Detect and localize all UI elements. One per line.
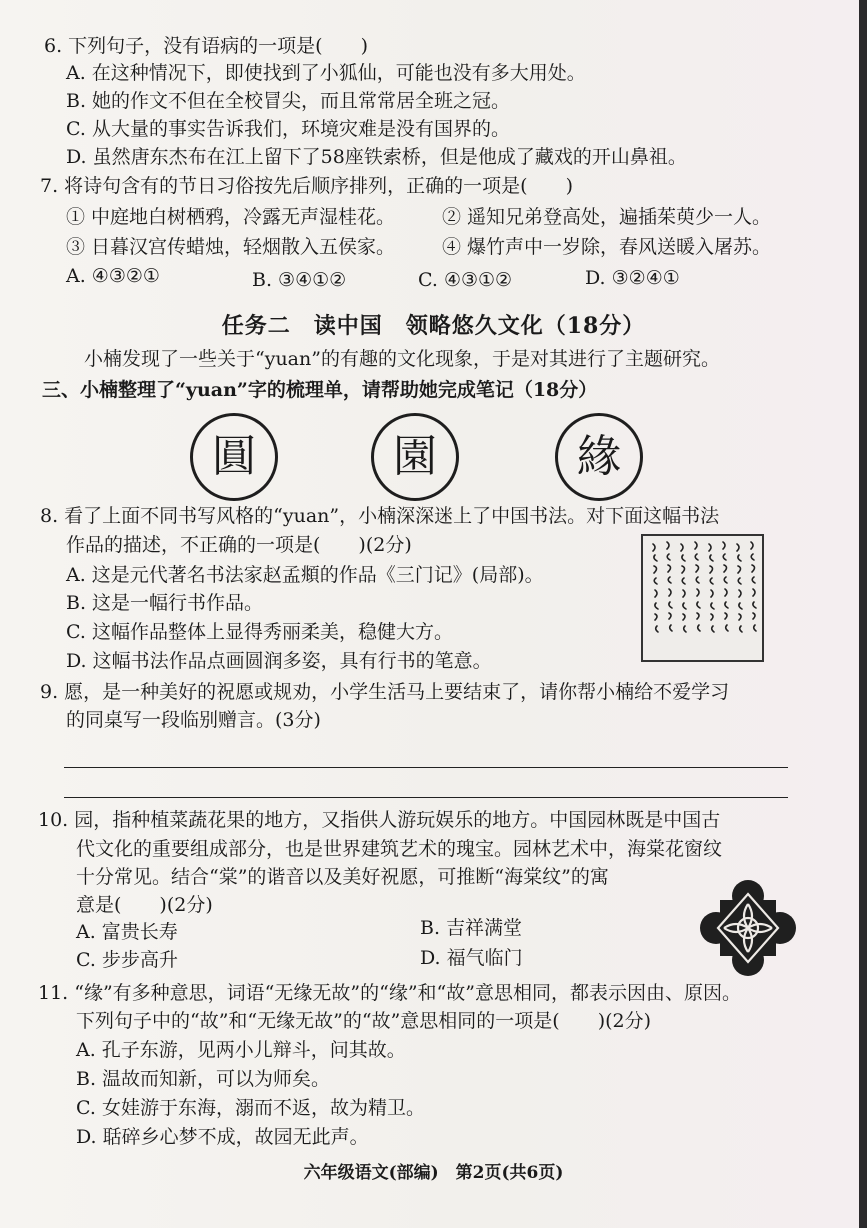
page-footer: 六年级语文(部编) 第2页(共6页) <box>303 1163 564 1183</box>
q8-stem-line-2: 作品的描述，不正确的一项是( )(2分) <box>66 534 412 556</box>
q11-option-a: A. 孔子东游，见两小儿辩斗，问其故。 <box>76 1039 406 1061</box>
q10-stem-line-4: 意是( )(2分) <box>76 894 213 916</box>
q9-stem-line-2: 的同桌写一段临别赠言。(3分) <box>66 709 321 731</box>
q11-option-b: B. 温故而知新，可以为师矣。 <box>76 1068 331 1090</box>
calligraphy-artwork-image <box>641 534 764 662</box>
q6-option-d: D. 虽然唐东杰布在江上留下了58座铁索桥，但是他成了藏戏的开山鼻祖。 <box>66 146 687 168</box>
q7-verse-4: ④ 爆竹声中一岁除，春风送暖入屠苏。 <box>442 236 772 258</box>
task-two-intro: 小楠发现了一些关于“yuan”的有趣的文化现象，于是对其进行了主题研究。 <box>84 348 720 370</box>
q8-option-a: A. 这是元代著名书法家赵孟頫的作品《三门记》(局部)。 <box>66 564 544 586</box>
q10-option-c: C. 步步高升 <box>76 949 178 971</box>
q7-verse-2: ② 遥知兄弟登高处，遍插茱萸少一人。 <box>442 206 772 228</box>
q10-option-a: A. 富贵长寿 <box>76 921 178 943</box>
begonia-window-pattern-icon <box>700 880 796 976</box>
q7-stem: 7. 将诗句含有的节日习俗按先后顺序排列，正确的一项是( ) <box>40 175 573 197</box>
seal-character: 園 <box>393 431 437 482</box>
q10-stem-line-1: 10. 园，指种植菜蔬花果的地方，又指供人游玩娱乐的地方。中国园林既是中国古 <box>38 809 721 831</box>
q8-stem-line-1: 8. 看了上面不同书写风格的“yuan”，小楠深深迷上了中国书法。对下面这幅书法 <box>40 505 720 527</box>
q7-option-c: C. ④③①② <box>418 269 513 291</box>
q7-option-d: D. ③②④① <box>585 267 680 289</box>
q8-option-c: C. 这幅作品整体上显得秀丽柔美，稳健大方。 <box>66 621 453 643</box>
seal-character: 圓 <box>212 431 256 482</box>
q7-option-a: A. ④③②① <box>66 265 160 287</box>
q11-stem-line-2: 下列句子中的“故”和“无缘无故”的“故”意思相同的一项是( )(2分) <box>76 1010 652 1032</box>
q10-stem-line-3: 十分常见。结合“棠”的谐音以及美好祝愿，可推断“海棠纹”的寓 <box>76 866 609 888</box>
q7-verse-1: ① 中庭地白树栖鸦，冷露无声湿桂花。 <box>66 206 396 228</box>
q11-option-c: C. 女娃游于东海，溺而不返，故为精卫。 <box>76 1097 425 1119</box>
q10-option-b: B. 吉祥满堂 <box>420 917 523 939</box>
q6-stem: 6. 下列句子，没有语病的一项是( ) <box>44 35 368 57</box>
calligraphy-strokes <box>643 536 762 660</box>
answer-line-2[interactable] <box>64 797 788 798</box>
q10-stem-line-2: 代文化的重要组成部分，也是世界建筑艺术的瑰宝。园林艺术中，海棠花窗纹 <box>76 838 723 860</box>
seal-yuan-round-icon <box>190 413 278 501</box>
seal-yuan-garden-icon <box>371 413 459 501</box>
q6-option-b: B. 她的作文不但在全校冒尖，而且常常居全班之冠。 <box>66 90 511 112</box>
q6-option-c: C. 从大量的事实告诉我们，环境灾难是没有国界的。 <box>66 118 510 140</box>
task-two-title: 任务二 读中国 领略悠久文化（18分） <box>221 313 646 339</box>
q11-stem-line-1: 11. “缘”有多种意思，词语“无缘无故”的“缘”和“故”意思相同，都表示因由、原因。 <box>38 982 741 1004</box>
seal-character: 緣 <box>577 431 621 482</box>
answer-line-1[interactable] <box>64 767 788 768</box>
section-three-heading: 三、小楠整理了“yuan”字的梳理单，请帮助她完成笔记（18分） <box>42 379 598 401</box>
scan-edge <box>859 0 867 1228</box>
q8-option-d: D. 这幅书法作品点画圆润多姿，具有行书的笔意。 <box>66 650 492 672</box>
q9-stem-line-1: 9. 愿，是一种美好的祝愿或规劝，小学生活马上要结束了，请你帮小楠给不爱学习 <box>40 681 730 703</box>
q11-option-d: D. 聒碎乡心梦不成，故园无此声。 <box>76 1126 369 1148</box>
seal-yuan-fate-icon <box>555 413 643 501</box>
q7-option-b: B. ③④①② <box>252 269 347 291</box>
q7-verse-3: ③ 日暮汉宫传蜡烛，轻烟散入五侯家。 <box>66 236 396 258</box>
q8-option-b: B. 这是一幅行书作品。 <box>66 592 264 614</box>
q10-option-d: D. 福气临门 <box>420 947 523 969</box>
q6-option-a: A. 在这种情况下，即使找到了小狐仙，可能也没有多大用处。 <box>66 62 586 84</box>
